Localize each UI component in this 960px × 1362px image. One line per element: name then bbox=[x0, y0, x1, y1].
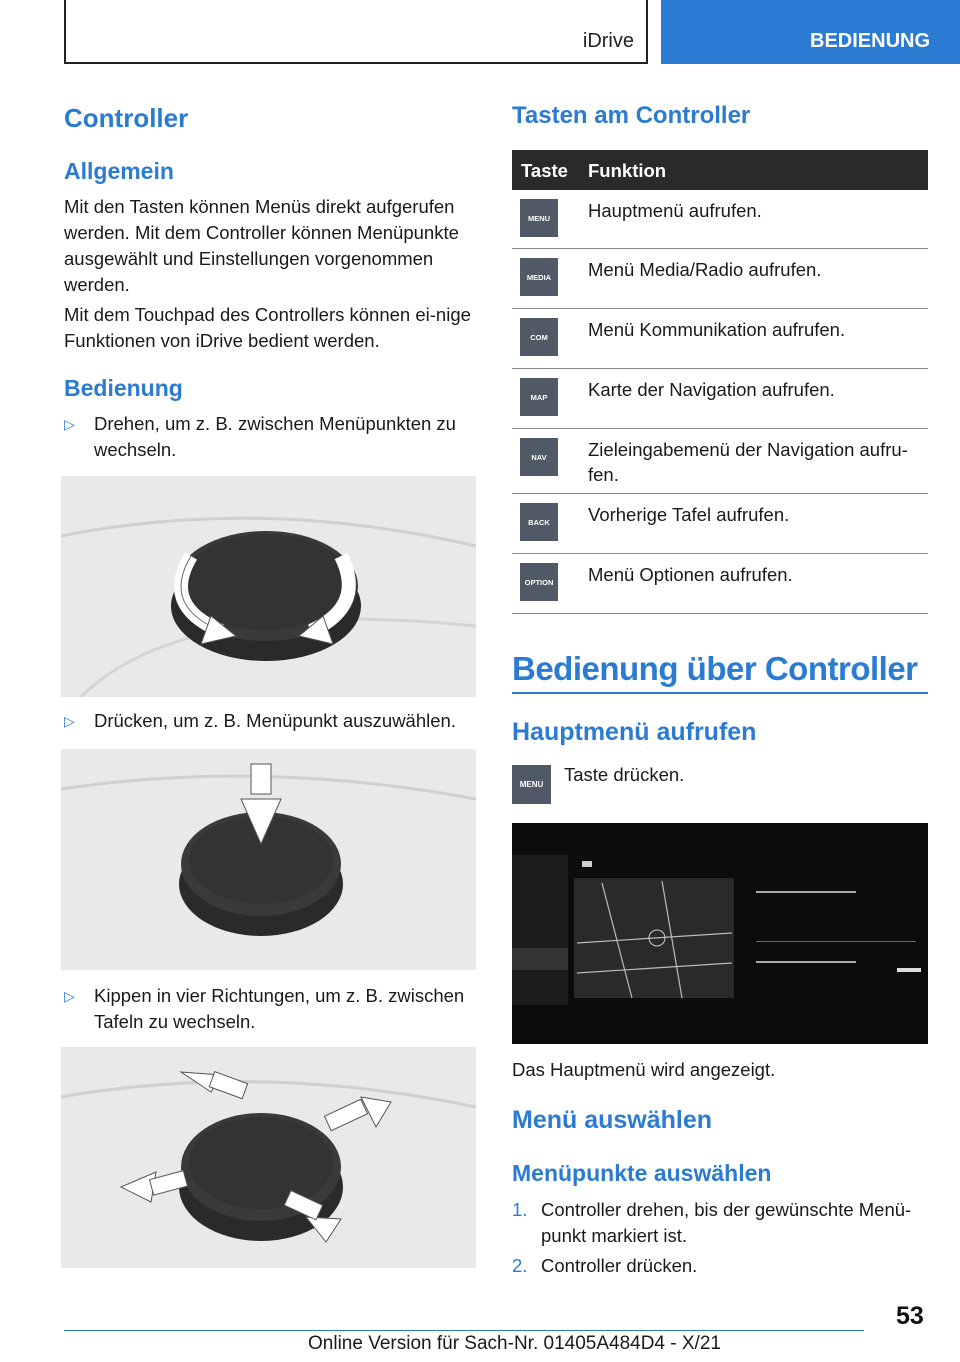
controller-rotate-illustration bbox=[61, 476, 476, 697]
heading-menuepunkte-auswaehlen: Menüpunkte auswählen bbox=[512, 1160, 772, 1186]
menu-button-icon: MENU bbox=[512, 765, 551, 804]
table-cell-function: Vorherige Tafel aufrufen. bbox=[588, 504, 790, 525]
bullet-item-drehen bbox=[64, 411, 484, 463]
tasten-table bbox=[512, 150, 928, 614]
bullet-item-kippen bbox=[64, 983, 484, 1035]
header-section-label: iDrive bbox=[582, 30, 634, 52]
controller-tilt-illustration bbox=[61, 1047, 476, 1268]
step-number: 1. bbox=[512, 1199, 528, 1220]
table-row bbox=[512, 190, 928, 249]
idrive-main-menu-screenshot bbox=[512, 823, 928, 1044]
heading-bedienung: Bedienung bbox=[64, 375, 183, 401]
table-row bbox=[512, 369, 928, 429]
media-button-icon: MEDIA bbox=[520, 258, 558, 296]
bullet-item-druecken bbox=[64, 708, 484, 734]
table-row bbox=[512, 554, 928, 614]
table-row bbox=[512, 249, 928, 309]
table-header-row bbox=[512, 150, 928, 190]
table-row bbox=[512, 309, 928, 369]
instruction-taste-druecken: Taste drücken. bbox=[564, 764, 685, 785]
bullet-text: Drehen, um z. B. zwischen Menüpunkten zu wechseln. bbox=[94, 413, 456, 460]
bullet-text: Drücken, um z. B. Menüpunkt auszuwählen. bbox=[94, 710, 456, 731]
table-header-taste: Taste bbox=[521, 160, 568, 181]
map-button-icon: MAP bbox=[520, 378, 558, 416]
header-chapter-label: BEDIENUNG bbox=[810, 30, 931, 52]
table-cell-function: Menü Media/Radio aufrufen. bbox=[588, 259, 822, 280]
step-2 bbox=[512, 1253, 928, 1279]
step-1 bbox=[512, 1197, 928, 1249]
table-cell-function: Karte der Navigation aufrufen. bbox=[588, 379, 835, 400]
table-cell-function: Menü Kommunikation aufrufen. bbox=[588, 319, 846, 340]
table-row bbox=[512, 429, 928, 494]
section-title-controller: Controller bbox=[64, 103, 189, 133]
chapter-title-bedienung-ueber-controller: Bedienung über Controller bbox=[512, 650, 928, 694]
controller-press-illustration bbox=[61, 749, 476, 970]
step-text: Controller drücken. bbox=[541, 1255, 698, 1276]
footer-divider bbox=[64, 1330, 864, 1331]
heading-tasten-am-controller: Tasten am Controller bbox=[512, 102, 751, 129]
heading-allgemein: Allgemein bbox=[64, 158, 174, 184]
heading-hauptmenue-aufrufen: Hauptmenü aufrufen bbox=[512, 718, 757, 746]
paragraph-allgemein-1: Mit den Tasten können Menüs direkt aufgerufen werden. Mit dem Controller können Menüpunkte ausgewählt und Einstellungen vorgenommen werden. bbox=[64, 196, 459, 295]
heading-menue-auswaehlen: Menü auswählen bbox=[512, 1106, 713, 1134]
table-cell-function: Menü Optionen aufrufen. bbox=[588, 564, 793, 585]
com-button-icon: COM bbox=[520, 318, 558, 356]
header-chapter-tab bbox=[661, 0, 960, 64]
paragraph-allgemein-2: Mit dem Touchpad des Controllers können ei‐nige Funktionen von iDrive bedient werden. bbox=[64, 304, 471, 351]
menu-button-icon: MENU bbox=[520, 199, 558, 237]
back-button-icon: BACK bbox=[520, 503, 558, 541]
bullet-triangle-icon: ▷ bbox=[64, 416, 75, 432]
option-button-icon: OPTION bbox=[520, 563, 558, 601]
table-cell-function: Hauptmenü aufrufen. bbox=[588, 200, 762, 221]
bullet-triangle-icon: ▷ bbox=[64, 713, 75, 729]
bullet-triangle-icon: ▷ bbox=[64, 988, 75, 1004]
table-cell-function: Zieleingabemenü der Navigation aufru‐fen. bbox=[588, 439, 908, 485]
header-section-box bbox=[64, 0, 648, 64]
page-number: 53 bbox=[896, 1302, 924, 1330]
table-row bbox=[512, 494, 928, 554]
footer-online-version: Online Version für Sach-Nr. 01405A484D4 - X/21 bbox=[308, 1333, 721, 1354]
nav-button-icon: NAV bbox=[520, 438, 558, 476]
caption-hauptmenue-angezeigt: Das Hauptmenü wird angezeigt. bbox=[512, 1059, 776, 1080]
bullet-text: Kippen in vier Richtungen, um z. B. zwischen Tafeln zu wechseln. bbox=[94, 985, 465, 1032]
table-header-funktion: Funktion bbox=[588, 160, 667, 181]
step-text: Controller drehen, bis der gewünschte Menü‐punkt markiert ist. bbox=[541, 1199, 912, 1246]
step-number: 2. bbox=[512, 1255, 528, 1276]
